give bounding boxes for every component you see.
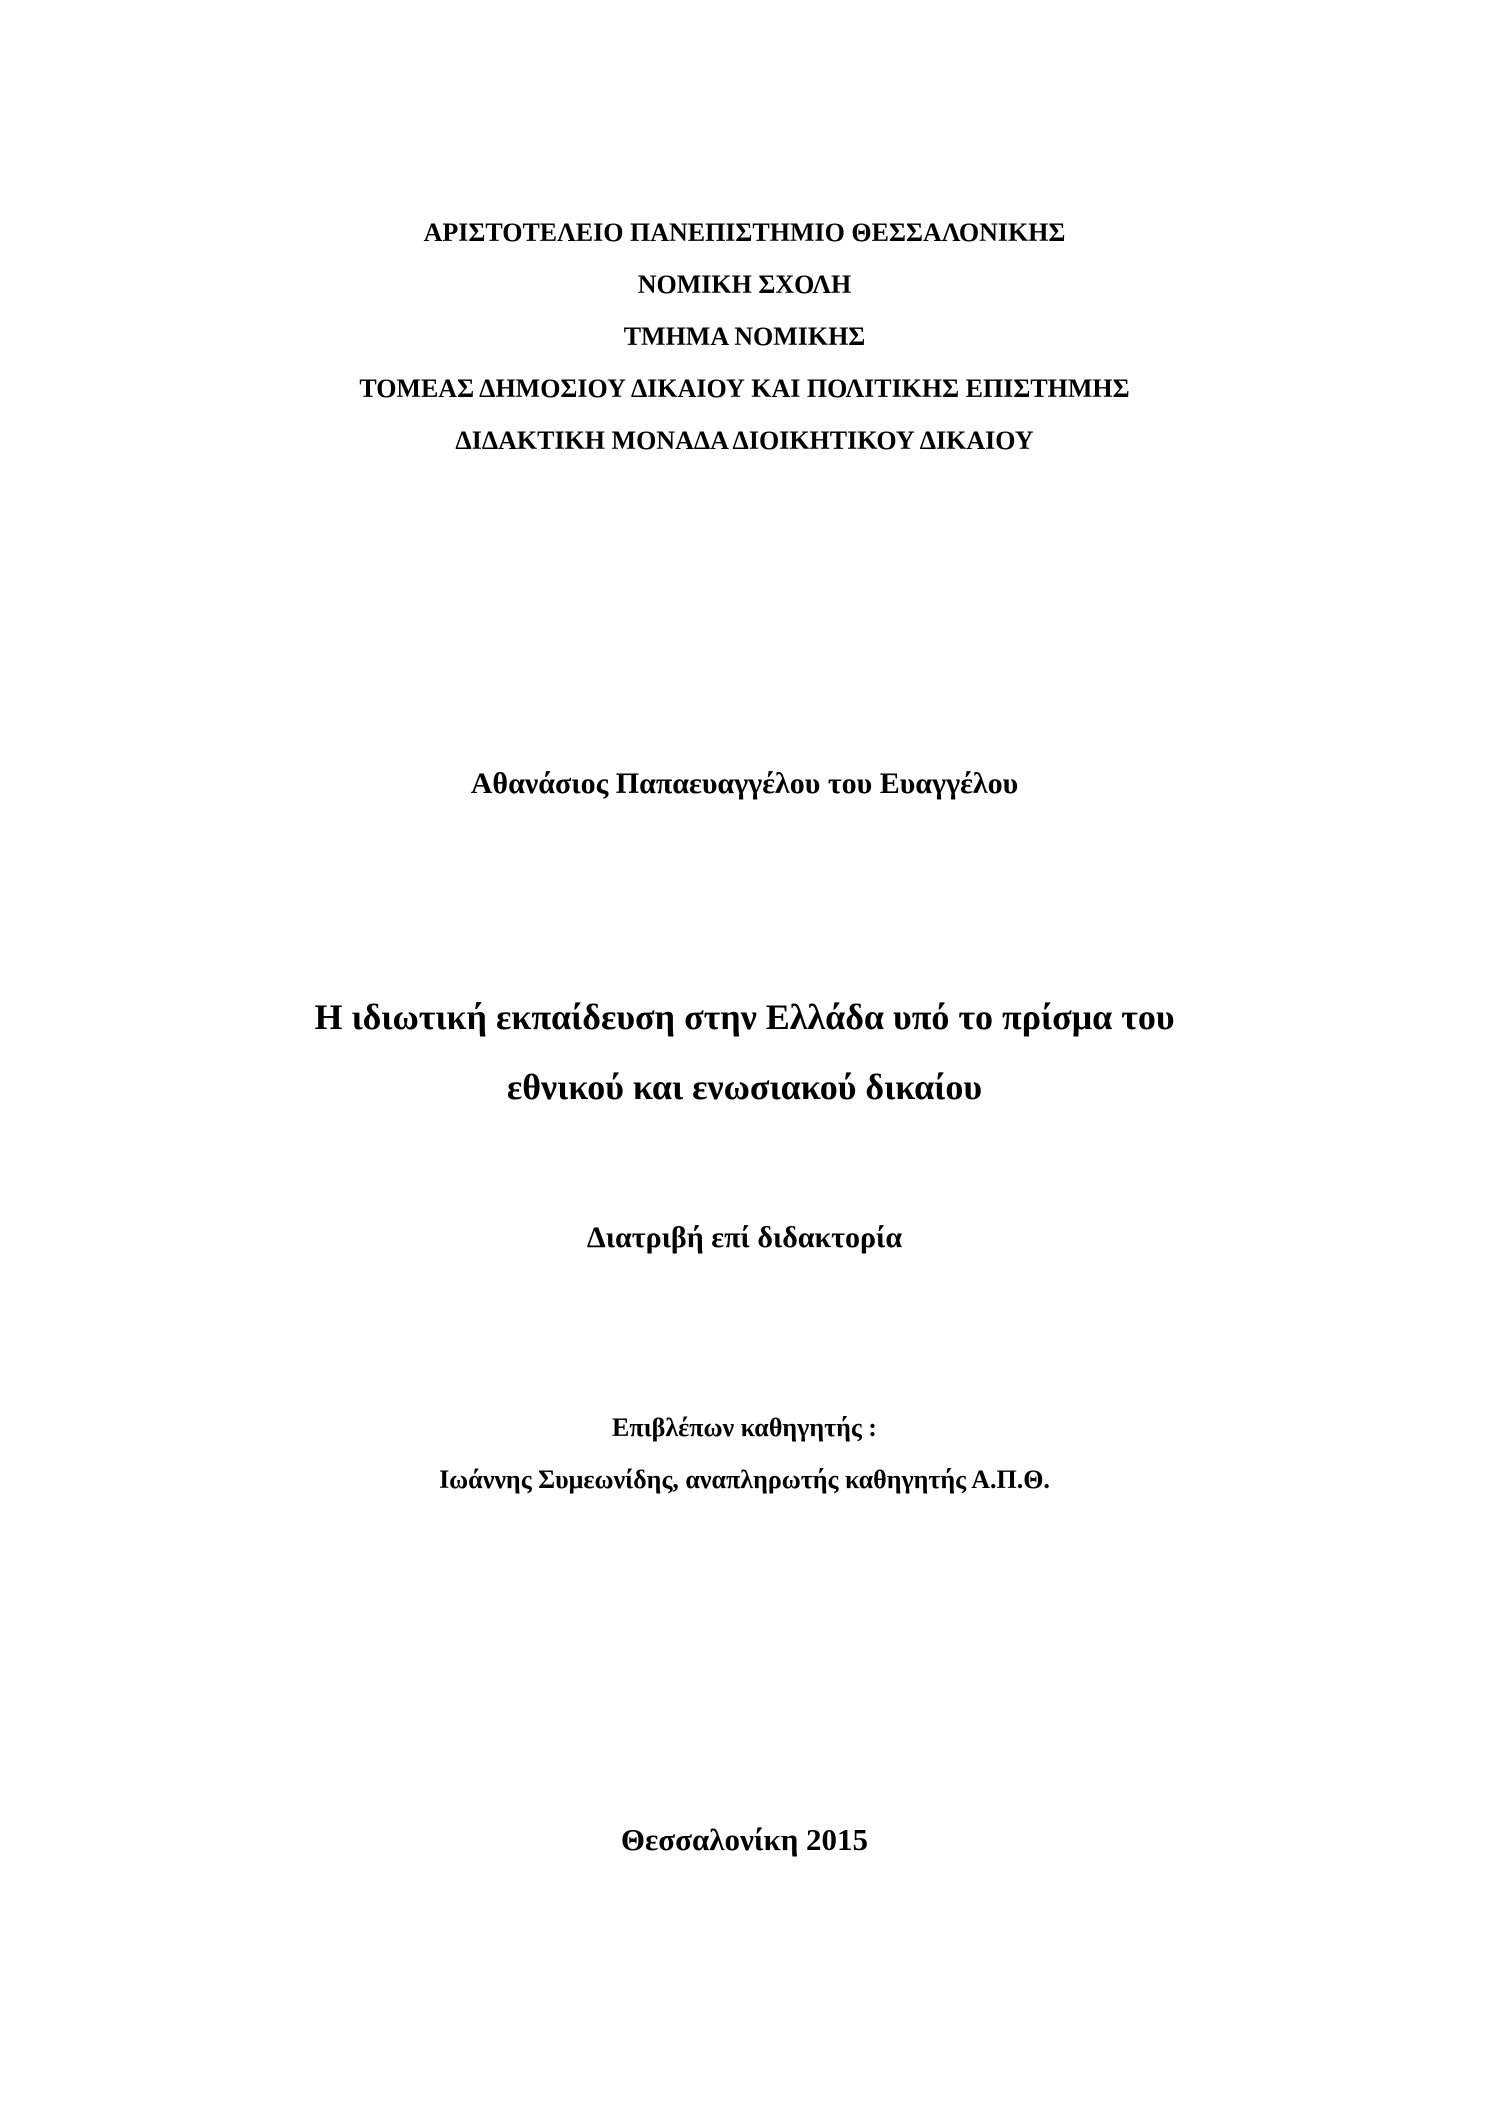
teaching-unit-name: ΔΙΔΑΚΤΙΚΗ ΜΟΝΑΔΑ ΔΙΟΙΚΗΤΙΚΟΥ ΔΙΚΑΙΟΥ [455, 426, 1034, 455]
supervisor-name: Ιωάννης Συμεωνίδης, αναπληρωτής καθηγητής Α.Π.Θ. [439, 1465, 1050, 1494]
school-name: ΝΟΜΙΚΗ ΣΧΟΛΗ [637, 270, 852, 299]
sector-name: ΤΟΜΕΑΣ ΔΗΜΟΣΙΟΥ ΔΙΚΑΙΟΥ ΚΑΙ ΠΟΛΙΤΙΚΗΣ ΕΠΙΣΤΗΜΗΣ [359, 374, 1130, 403]
department-name: ΤΜΗΜΑ ΝΟΜΙΚΗΣ [623, 322, 866, 351]
author-name: Αθανάσιος Παπαευαγγέλου του Ευαγγέλου [470, 767, 1019, 800]
place-and-year: Θεσσαλονίκη 2015 [620, 1822, 869, 1857]
supervisor-label: Επιβλέπων καθηγητής : [612, 1413, 877, 1442]
thesis-title-line-1: Η ιδιωτική εκπαίδευση στην Ελλάδα υπό το πρίσμα του [314, 997, 1175, 1037]
thesis-type: Διατριβή επί διδακτορία [586, 1221, 903, 1254]
thesis-title-line-2: εθνικού και ενωσιακού δικαίου [506, 1067, 983, 1107]
university-name: ΑΡΙΣΤΟΤΕΛΕΙΟ ΠΑΝΕΠΙΣΤΗΜΙΟ ΘΕΣΣΑΛΟΝΙΚΗΣ [423, 218, 1066, 247]
